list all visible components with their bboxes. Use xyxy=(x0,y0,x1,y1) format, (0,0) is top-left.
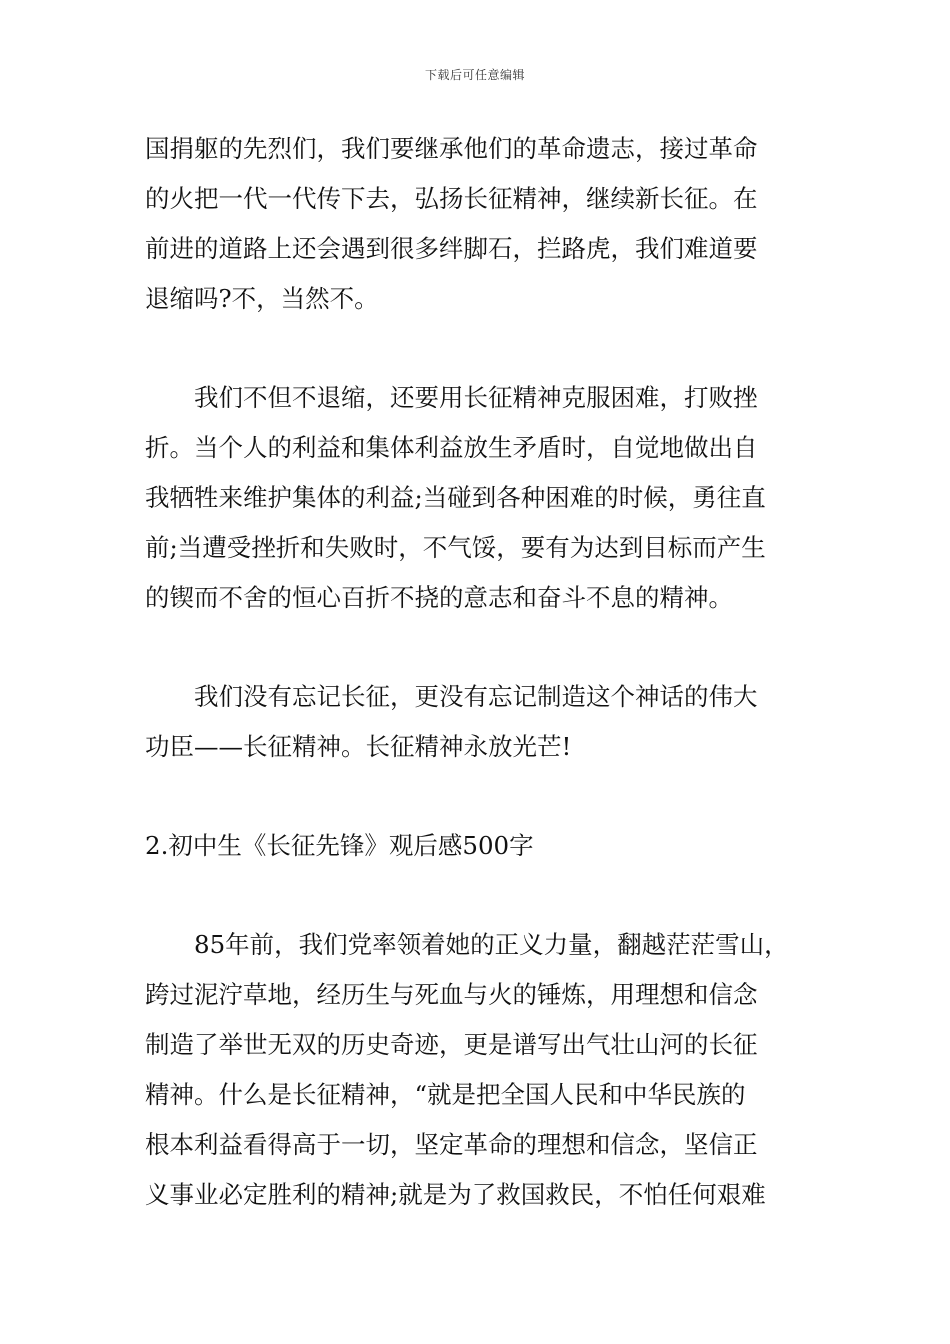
body-line: 跨过泥泞草地，经历生与死血与火的锤炼，用理想和信念 xyxy=(145,980,758,1009)
body-line: 精神。什么是长征精神，“就是把全国人民和中华民族的 xyxy=(145,1080,746,1109)
body-line: 我们不但不退缩，还要用长征精神克服困难，打败挫 xyxy=(145,383,758,412)
body-line: 制造了举世无双的历史奇迹，更是谱写出气壮山河的长征 xyxy=(145,1030,758,1059)
body-line: 前;当遭受挫折和失败时，不气馁，要有为达到目标而产生 xyxy=(145,533,766,562)
section-heading: 2.初中生《长征先锋》观后感500字 xyxy=(145,831,534,860)
body-line: 国捐躯的先烈们，我们要继承他们的革命遗志，接过革命 xyxy=(145,134,758,163)
body-line: 义事业必定胜利的精神;就是为了救国救民，不怕任何艰难 xyxy=(145,1180,766,1209)
body-line: 根本利益看得高于一切，坚定革命的理想和信念，坚信正 xyxy=(145,1130,758,1159)
body-line: 退缩吗?不，当然不。 xyxy=(145,284,379,313)
body-line: 折。当个人的利益和集体利益放生矛盾时，自觉地做出自 xyxy=(145,433,758,462)
body-line: 我牺牲来维护集体的利益;当碰到各种困难的时候，勇往直 xyxy=(145,483,766,512)
body-line: 85年前，我们党率领着她的正义力量，翻越茫茫雪山， xyxy=(145,930,789,959)
body-line: 的火把一代一代传下去，弘扬长征精神，继续新长征。在 xyxy=(145,184,758,213)
body-line: 的锲而不舍的恒心百折不挠的意志和奋斗不息的精神。 xyxy=(145,583,733,612)
page-header: 下载后可任意编辑 xyxy=(424,68,525,82)
body-line: 功臣——长征精神。长征精神永放光芒! xyxy=(145,732,572,761)
body-line: 我们没有忘记长征，更没有忘记制造这个神话的伟大 xyxy=(145,682,758,711)
body-line: 前进的道路上还会遇到很多绊脚石，拦路虎，我们难道要 xyxy=(145,234,758,263)
